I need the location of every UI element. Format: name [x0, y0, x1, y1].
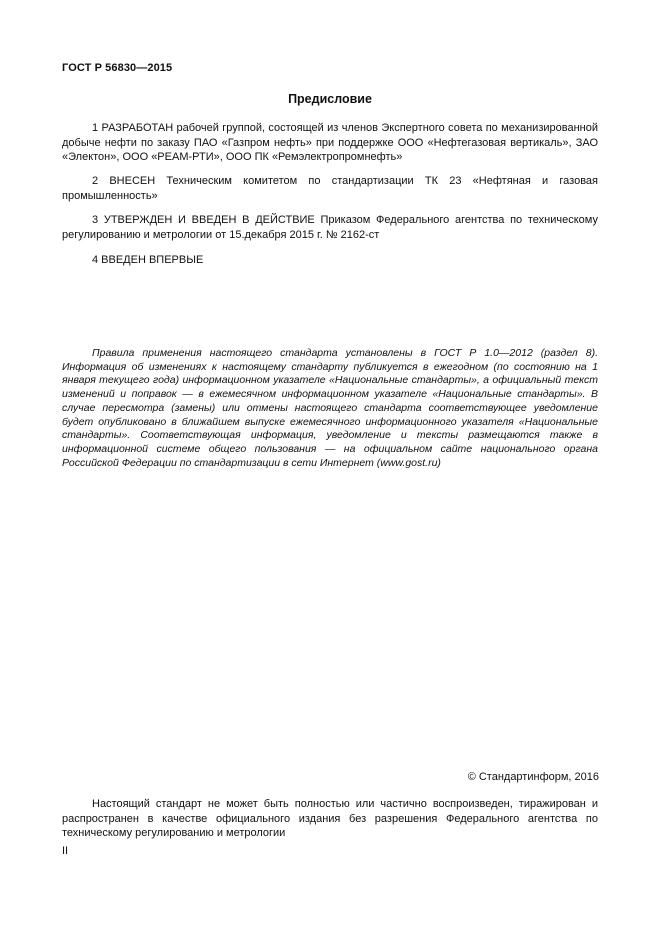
application-rules-note: Правила применения настоящего стандарта установлены в ГОСТ Р 1.0—2012 (раздел 8). Информация об изменениях к настоящему стандарту публикуется в ежегодном (по состоянию на 1 января текущего года) информационном указателе «Национальные стандарты», а официальный текст изменений и поправок — в ежемесячном информационном указателе «Национальные стандарты». В случае пересмотра (замены) или отмены настоящего стандарта соответствующее уведомление будет опубликовано в ближайшем выпуске ежемесячного информационного указателя «Национальные стандарты». Соответствующая информация, уведомление и тексты размещаются также в информационной системе общего пользования — на официальном сайте национального органа Российской Федерации по стандартизации в сети Интернет (www.gost.ru): [62, 347, 598, 469]
copyright-line: © Стандартинформ, 2016: [467, 771, 599, 783]
page-number: II: [62, 845, 69, 857]
paragraph-submitted-by: 2 ВНЕСЕН Техническим комитетом по стандартизации ТК 23 «Нефтяная и газовая промышленность»: [62, 175, 598, 202]
paragraph-approved: 3 УТВЕРЖДЕН И ВВЕДЕН В ДЕЙСТВИЕ Приказом Федерального агентства по техническому регулированию и метрологии от 15.декабря 2015 г. № 2162-ст: [62, 214, 598, 241]
paragraph-first-introduced: 4 ВВЕДЕН ВПЕРВЫЕ: [92, 254, 204, 266]
page-title: Предисловие: [288, 92, 372, 106]
document-code: ГОСТ Р 56830—2015: [62, 62, 173, 74]
reproduction-notice: Настоящий стандарт не может быть полностью или частично воспроизведен, тиражирован и распространен в качестве официального издания без разрешения Федерального агентства по техническому регулированию и метрологии: [62, 798, 598, 839]
paragraph-developed-by: 1 РАЗРАБОТАН рабочей группой, состоящей из членов Экспертного совета по механизированной добыче нефти по заказу ПАО «Газпром нефть» при поддержке ООО «Нефтегазовая вертикаль», ЗАО «Электон», ООО «РЕАМ-РТИ», ООО ПК «Ремэлектропромнефть»: [62, 122, 598, 163]
